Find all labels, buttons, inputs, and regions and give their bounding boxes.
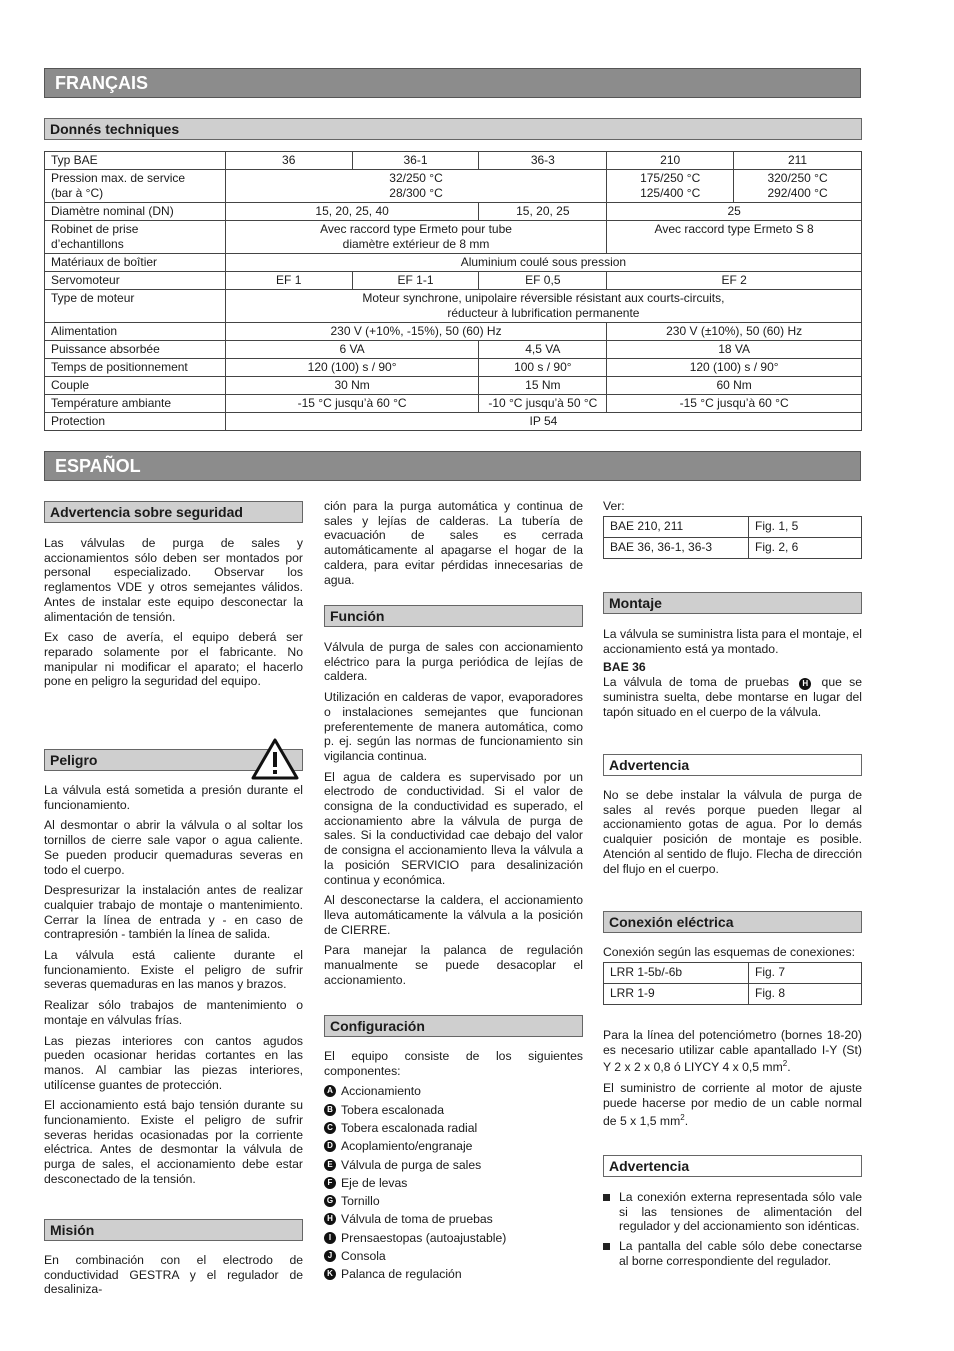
heading-mision: Misión — [44, 1219, 303, 1241]
cell: Fig. 8 — [749, 983, 862, 1004]
cell: EF 1-1 — [352, 272, 479, 290]
cell: 210 — [607, 152, 734, 170]
list-item — [324, 1249, 583, 1264]
list-item — [603, 1239, 862, 1268]
heading-funcion: Función — [324, 605, 583, 627]
cell: 4,5 VA — [479, 341, 607, 359]
cell: -15 °C jusqu’à 60 °C — [607, 395, 862, 413]
label-e-badge-icon: E — [324, 1159, 336, 1171]
bullet-square-icon — [603, 1243, 610, 1250]
cell: 15, 20, 25 — [479, 203, 607, 221]
paragraph: En combinación con el electrodo de conductividad GESTRA y el regulador de desaliniza- — [44, 1253, 303, 1297]
cell: Alimentation — [45, 323, 226, 341]
list-item — [324, 1158, 583, 1173]
paragraph-text: El suministro de corriente al motor de ajuste puede hacerse por medio de un cable normal de 5 x 1,5 mm — [603, 1081, 862, 1128]
table-row — [45, 170, 862, 203]
paragraph: Las piezas interiores con cantos agudos pueden ocasionar heridas cortantes en las manos. Al cambiar las piezas interiores, utilícense guantes de protección. — [44, 1033, 303, 1092]
cell: 100 s / 90° — [479, 359, 607, 377]
cell: Type de moteur — [45, 290, 226, 323]
heading-advertencia-2: Advertencia — [603, 1155, 862, 1177]
heading-conexion-electrica: Conexión eléctrica — [603, 911, 862, 933]
table-row — [604, 516, 862, 537]
cell: 320/250 °C 292/400 °C — [734, 170, 862, 203]
bae-36-label: BAE 36 — [603, 660, 646, 675]
column-1-mision — [44, 1253, 303, 1303]
column-3-advertencia-2 — [603, 1190, 862, 1274]
table-row — [45, 413, 862, 431]
list-item-label: La pantalla del cable sólo debe conectarse al borne correspondiente del regulador. — [619, 1239, 862, 1268]
cell: 120 (100) s / 90° — [225, 359, 479, 377]
cell: Puissance absorbée — [45, 341, 226, 359]
label-d-badge-icon: D — [324, 1140, 336, 1152]
table-row — [45, 254, 862, 272]
table-row — [604, 983, 862, 1004]
component-list — [324, 1084, 583, 1282]
list-item-label: Tornillo — [341, 1194, 380, 1209]
cell: EF 2 — [607, 272, 862, 290]
paragraph: Utilización en calderas de vapor, evaporadores o instalaciones semejantes que funcionan preferentemente de manera automática, como p. ej. según las normas de funcionamiento sin vigilancia continua. — [324, 690, 583, 763]
cell: Fig. 7 — [749, 962, 862, 983]
heading-advertencia-seguridad: Advertencia sobre seguridad — [44, 501, 303, 523]
column-2-top — [324, 499, 583, 593]
table-row — [45, 359, 862, 377]
column-1-peligro — [44, 783, 303, 1193]
label-i-badge-icon: I — [324, 1232, 336, 1244]
figure-reference-table — [603, 516, 862, 559]
table-row — [45, 395, 862, 413]
cell: -15 °C jusqu’à 60 °C — [225, 395, 479, 413]
cell: 120 (100) s / 90° — [607, 359, 862, 377]
paragraph-text: Para la línea del potenciómetro (bornes 18-20) es necesario utilizar cable apantallado I-Y (St) Y 2 x 2 x 0,8 ó LIYCY 4 x 0,5 mm — [603, 1028, 862, 1075]
paragraph: Conexión según las esquemas de conexiones: — [603, 945, 856, 959]
paragraph: Al desconectarse la caldera, el accionamiento lleva automáticamente la válvula a la posición de CIERRE. — [324, 893, 583, 937]
list-item — [324, 1103, 583, 1118]
list-item-label: Válvula de purga de sales — [341, 1157, 482, 1172]
cell: 6 VA — [225, 341, 479, 359]
superscript: 2 — [680, 1112, 685, 1122]
wiring-reference-table — [603, 962, 862, 1005]
cell: EF 1 — [225, 272, 352, 290]
list-item — [603, 1190, 862, 1234]
list-item-label: Palanca de regulación — [341, 1267, 462, 1282]
list-item — [324, 1231, 583, 1246]
list-item-label: Eje de levas — [341, 1175, 408, 1190]
cell: 32/250 °C 28/300 °C — [225, 170, 606, 203]
paragraph: El equipo consiste de los siguientes componentes: — [324, 1049, 583, 1078]
cell: Moteur synchrone, unipolaire réversible résistant aux courts-circuits, réducteur à lubrification permanente — [225, 290, 861, 323]
label-f-badge-icon: F — [324, 1177, 336, 1189]
label-g-badge-icon: G — [324, 1195, 336, 1207]
cell: Servomoteur — [45, 272, 226, 290]
list-item-label: Accionamiento — [341, 1084, 421, 1099]
paragraph: Para manejar la palanca de regulación manualmente se puede desacoplar el accionamiento. — [324, 943, 583, 987]
cell: 230 V (±10%), 50 (60) Hz — [607, 323, 862, 341]
cell: Protection — [45, 413, 226, 431]
superscript: 2 — [782, 1059, 788, 1069]
paragraph: Al desmontar o abrir la válvula o al soltar los tornillos de cierre sale vapor o agua caliente. Se pueden producir quemaduras severas en todo el cuerpo. — [44, 818, 303, 877]
table-row — [45, 152, 862, 170]
paragraph: No se debe instalar la válvula de purga de sales al revés porque pueden llegar al accionamiento gotas de agua. Por lo demás cualquier posición de montaje es posible. Atención al sentido de flujo. Flecha de dirección del flujo en el cuerpo. — [603, 788, 862, 876]
cell: Température ambiante — [45, 395, 226, 413]
cell: EF 0,5 — [479, 272, 607, 290]
paragraph: El agua de caldera es supervisado por un electrodo de conductividad. Si el valor de consigna de la conductividad es superado, el accionamiento abre la válvula de purga de sales. Si la conductividad cae debajo del valor de consigna el accionamiento lleva la válvula a la posición SERVICIO para desalinización continua y económica. — [324, 769, 583, 887]
cell: Fig. 1, 5 — [749, 516, 862, 537]
paragraph: La válvula está caliente durante el funcionamiento. Existe el peligro de sufrir severas quemaduras en las manos y brazos. — [44, 948, 303, 992]
cell: Temps de positionnement — [45, 359, 226, 377]
list-item-label: Acoplamiento/engranaje — [341, 1139, 473, 1154]
cell: LRR 1-5b/-6b — [604, 962, 749, 983]
column-3-ver — [603, 499, 862, 559]
paragraph: Despresurizar la instalación antes de realizar cualquier trabajo de montaje o mantenimiento. Cerrar la línea de entrada y - en caso de contrapresión - también la línea de salida. — [44, 883, 303, 942]
paragraph-text: que se suministra suelta, debe montarse en lugar del tapón situado en el cuerpo de la válvula. — [603, 675, 863, 719]
label-c-badge-icon: C — [324, 1122, 336, 1134]
section-title-francais: FRANÇAIS — [44, 68, 861, 98]
list-item — [324, 1267, 583, 1282]
cell: BAE 36, 36-1, 36-3 — [604, 537, 749, 558]
paragraph-text: . — [787, 1060, 791, 1075]
cell: 30 Nm — [225, 377, 479, 395]
cell: 60 Nm — [607, 377, 862, 395]
label-a-badge-icon: A — [324, 1085, 336, 1097]
column-3-montaje — [603, 627, 862, 726]
cell: 18 VA — [607, 341, 862, 359]
table-row — [45, 341, 862, 359]
bullet-square-icon — [603, 1194, 610, 1201]
paragraph: ción para la purga automática y continua de sales y lejías de calderas. La tubería de evacuación de sales es cerrada automáticamente al apagarse el hogar de la caldera, para evitar pérdidas innecesarias de agua. — [324, 499, 583, 587]
label-h-badge-icon: H — [324, 1213, 336, 1225]
label-h-badge-icon: H — [799, 678, 811, 690]
paragraph: Realizar sólo trabajos de mantenimiento o montaje en válvulas frías. — [44, 998, 303, 1027]
column-2-configuracion — [324, 1049, 583, 1286]
cell: Diamètre nominal (DN) — [45, 203, 226, 221]
tech-data-table — [44, 151, 862, 431]
heading-configuracion: Configuración — [324, 1015, 583, 1037]
paragraph: La válvula se suministra lista para el montaje, el accionamiento está ya montado. — [603, 627, 862, 656]
paragraph: La válvula está sometida a presión durante el funcionamiento. — [44, 783, 303, 812]
list-item — [324, 1176, 583, 1191]
paragraph — [603, 1028, 862, 1075]
table-row — [45, 203, 862, 221]
cell: 230 V (+10%, -15%), 50 (60) Hz — [225, 323, 606, 341]
heading-advertencia: Advertencia — [603, 754, 862, 776]
column-3-cable — [603, 1028, 862, 1134]
cell: IP 54 — [225, 413, 861, 431]
heading-peligro — [44, 749, 303, 771]
list-item-label: Válvula de toma de pruebas — [341, 1212, 493, 1227]
list-item — [324, 1194, 583, 1209]
cell: 25 — [607, 203, 862, 221]
table-row — [45, 272, 862, 290]
list-item-label: Tobera escalonada radial — [341, 1121, 478, 1135]
paragraph: Válvula de purga de sales con accionamiento eléctrico para la purga periódica de lejías de caldera. — [324, 640, 583, 684]
cell: Couple — [45, 377, 226, 395]
table-row — [45, 221, 862, 254]
table-row — [45, 323, 862, 341]
cell: 36-3 — [479, 152, 607, 170]
cell: Matériaux de boîtier — [45, 254, 226, 272]
paragraph — [603, 1081, 862, 1128]
cell: Avec raccord type Ermeto S 8 — [607, 221, 862, 254]
table-row — [45, 290, 862, 323]
cell: Typ BAE — [45, 152, 226, 170]
column-3-conexion — [603, 945, 862, 1005]
heading-peligro-label: Peligro — [50, 752, 98, 768]
list-item-label: Prensaestopas (autoajustable) — [341, 1230, 507, 1245]
label-j-badge-icon: J — [324, 1250, 336, 1262]
ver-label: Ver: — [603, 499, 625, 513]
list-item-label: Consola — [341, 1249, 386, 1264]
cell: BAE 210, 211 — [604, 516, 749, 537]
list-item — [324, 1139, 583, 1154]
cell: 36-1 — [352, 152, 479, 170]
tech-data-heading: Donnés techniques — [44, 118, 862, 140]
list-item-label: Tobera escalonada — [341, 1102, 444, 1117]
cell: 15 Nm — [479, 377, 607, 395]
cell: -10 °C jusqu’à 50 °C — [479, 395, 607, 413]
table-row — [45, 377, 862, 395]
paragraph: Las válvulas de purga de sales y accionamientos sólo deben ser montados por personal especializado. Observar los reglamentos VDE y otros semejantes válidos. Antes de instalar este equipo desconectar la alimentación de tensión. — [44, 536, 303, 624]
list-item — [324, 1212, 583, 1227]
table-row — [604, 962, 862, 983]
cell: Aluminium coulé sous pression — [225, 254, 861, 272]
paragraph-text: . — [684, 1113, 689, 1128]
list-item-label: La conexión externa representada sólo vale si las tensiones de alimentación del regulador y del accionamiento son idénticas. — [619, 1190, 862, 1234]
list-item — [324, 1084, 583, 1099]
column-2-funcion — [324, 640, 583, 993]
paragraph: El accionamiento está bajo tensión durante su funcionamiento. Existe el peligro de sufrir severas heridas ocasionadas por la corriente eléctrica. Antes de desmontar la válvula de purga de sales, el accionamiento debe estar desconectado de la tensión. — [44, 1098, 303, 1186]
list-item — [324, 1121, 583, 1136]
table-row — [604, 537, 862, 558]
warning-bullet-list — [603, 1190, 862, 1269]
paragraph-text: La válvula de toma de pruebas — [603, 675, 790, 690]
cell: Avec raccord type Ermeto pour tube diamètre extérieur de 8 mm — [225, 221, 606, 254]
cell: Robinet de prise d’echantillons — [45, 221, 226, 254]
section-title-espanol: ESPAÑOL — [44, 451, 861, 481]
column-1-top — [44, 536, 303, 695]
cell: 211 — [734, 152, 862, 170]
cell: LRR 1-9 — [604, 983, 749, 1004]
label-k-badge-icon: K — [324, 1268, 336, 1280]
cell: 15, 20, 25, 40 — [225, 203, 479, 221]
heading-montaje: Montaje — [603, 592, 862, 614]
paragraph — [603, 675, 862, 719]
warning-triangle-icon — [250, 737, 300, 781]
paragraph: Ex caso de avería, el equipo deberá ser reparado solamente por el fabricante. No manipular ni modificar el aparato; el hacerlo pone en peligro la seguridad del equipo. — [44, 630, 303, 689]
cell: 175/250 °C 125/400 °C — [607, 170, 734, 203]
label-b-badge-icon: B — [324, 1104, 336, 1116]
cell: 36 — [225, 152, 352, 170]
cell: Pression max. de service (bar à °C) — [45, 170, 226, 203]
cell: Fig. 2, 6 — [749, 537, 862, 558]
column-3-advertencia — [603, 788, 862, 882]
